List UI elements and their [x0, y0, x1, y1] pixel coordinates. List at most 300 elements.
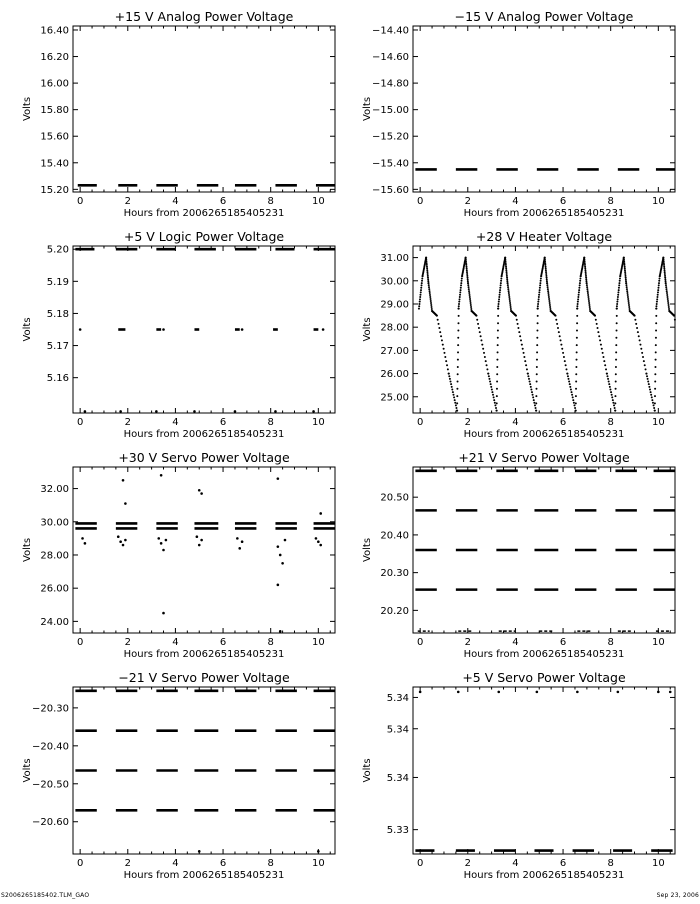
data-point: [491, 391, 493, 393]
data-point: [532, 396, 534, 398]
data-point: [624, 271, 626, 273]
data-point: [571, 391, 573, 393]
data-point: [527, 373, 529, 375]
x-tick-label: 10: [651, 196, 665, 207]
data-point: [469, 296, 471, 298]
chart-title: +5 V Servo Power Voltage: [462, 670, 626, 685]
data-point: [437, 319, 439, 321]
data-point: [425, 257, 427, 259]
chart-1: [22, 9, 335, 219]
x-tick-label: 10: [651, 637, 665, 648]
data-point: [654, 395, 656, 397]
data-point: [655, 351, 657, 353]
data-point: [536, 359, 538, 361]
data-point: [612, 399, 614, 401]
data-point: [427, 280, 429, 282]
data-point: [602, 356, 604, 358]
data-point: [427, 275, 429, 277]
data-point: [605, 368, 607, 370]
data-point: [517, 323, 519, 325]
data-point: [496, 410, 498, 412]
data-point: [122, 544, 125, 547]
data-point: [650, 394, 652, 396]
data-point: [662, 257, 664, 259]
data-point: [674, 319, 676, 321]
data-point: [638, 335, 640, 337]
x-tick-label: 4: [172, 637, 179, 648]
data-point: [198, 850, 201, 853]
data-point: [452, 394, 454, 396]
data-point: [430, 304, 432, 306]
data-point: [614, 410, 616, 412]
data-point: [418, 303, 420, 305]
y-tick-label: 20.20: [380, 605, 409, 617]
plot-frame: [413, 687, 675, 854]
data-point: [624, 269, 626, 271]
data-point: [497, 337, 499, 339]
data-point: [198, 544, 201, 547]
data-point: [615, 359, 617, 361]
data-point: [485, 360, 487, 362]
y-tick-label: 20.40: [380, 530, 409, 542]
data-point: [587, 296, 589, 298]
y-tick-label: 30.00: [380, 276, 409, 288]
data-point: [496, 366, 498, 368]
data-point: [668, 304, 670, 306]
data-point: [521, 344, 523, 346]
data-point: [483, 352, 485, 354]
data-point: [505, 264, 507, 266]
data-point: [480, 339, 482, 341]
x-tick-label: 8: [607, 637, 614, 648]
data-point: [609, 386, 611, 388]
data-point: [430, 300, 432, 302]
y-tick-label: 32.00: [40, 484, 69, 496]
data-point: [627, 300, 629, 302]
data-point: [527, 375, 529, 377]
data-point: [583, 258, 585, 260]
data-point: [584, 268, 586, 270]
data-point: [470, 306, 472, 308]
data-point: [626, 286, 628, 288]
data-point: [430, 302, 432, 304]
y-tick-label: −15.60: [371, 184, 409, 196]
data-point: [576, 322, 578, 324]
data-point: [470, 304, 472, 306]
data-point: [491, 388, 493, 390]
data-point: [499, 291, 501, 293]
data-point: [162, 549, 165, 552]
data-point: [627, 298, 629, 300]
data-point: [655, 329, 657, 331]
data-point: [453, 396, 455, 398]
data-point: [568, 381, 570, 383]
data-point: [468, 292, 470, 294]
data-point: [484, 356, 486, 358]
data-point: [500, 284, 502, 286]
data-point: [601, 348, 603, 350]
data-point: [446, 364, 448, 366]
x-axis-label: Hours from 2006265185405231: [463, 649, 625, 660]
data-point: [497, 308, 499, 310]
data-point: [588, 304, 590, 306]
x-tick-label: 2: [464, 196, 471, 207]
data-point: [575, 388, 577, 390]
data-point: [662, 258, 664, 260]
data-point: [466, 271, 468, 273]
data-point: [429, 294, 431, 296]
data-point: [617, 298, 619, 300]
y-tick-label: 20.30: [380, 568, 409, 580]
chart-title: +30 V Servo Power Voltage: [118, 450, 290, 465]
x-tick-label: 4: [512, 637, 519, 648]
data-point: [634, 315, 636, 317]
data-point: [584, 262, 586, 264]
data-point: [430, 298, 432, 300]
x-tick-label: 2: [124, 417, 131, 428]
data-point: [480, 335, 482, 337]
data-point: [536, 691, 539, 694]
x-tick-label: 8: [607, 196, 614, 207]
data-point: [599, 339, 601, 341]
data-point: [609, 388, 611, 390]
data-point: [637, 331, 639, 333]
data-point: [577, 301, 579, 303]
y-tick-label: 28.00: [380, 322, 409, 334]
plot-frame: [73, 467, 335, 633]
data-point: [124, 539, 127, 542]
data-point: [636, 327, 638, 329]
data-point: [657, 289, 659, 291]
y-tick-label: 15.20: [40, 184, 69, 196]
data-point: [496, 359, 498, 361]
data-point: [418, 305, 420, 307]
data-point: [479, 331, 481, 333]
data-point: [429, 296, 431, 298]
data-point: [666, 290, 668, 292]
data-point: [440, 335, 442, 337]
data-point: [193, 410, 196, 413]
x-tick-label: 2: [464, 858, 471, 869]
data-point: [664, 269, 666, 271]
data-point: [456, 410, 458, 412]
data-point: [196, 535, 199, 538]
data-point: [578, 291, 580, 293]
data-point: [505, 266, 507, 268]
data-point: [468, 286, 470, 288]
data-point: [667, 298, 669, 300]
y-tick-label: −14.40: [371, 25, 409, 37]
data-point: [577, 303, 579, 305]
data-point: [162, 612, 165, 615]
data-point: [315, 537, 318, 540]
x-tick-label: 8: [607, 417, 614, 428]
data-point: [560, 339, 562, 341]
data-point: [579, 284, 581, 286]
data-point: [319, 544, 322, 547]
data-point: [488, 378, 490, 380]
data-point: [438, 323, 440, 325]
data-point: [663, 260, 665, 262]
data-point: [598, 335, 600, 337]
data-point: [241, 328, 244, 331]
data-point: [466, 268, 468, 270]
data-point: [431, 306, 433, 308]
data-point: [465, 266, 467, 268]
data-point: [587, 292, 589, 294]
data-point: [497, 322, 499, 324]
x-tick-label: 2: [464, 637, 471, 648]
y-tick-label: 15.60: [40, 131, 69, 143]
data-point: [457, 337, 459, 339]
data-point: [79, 328, 82, 331]
x-axis-label: Hours from 2006265185405231: [463, 870, 625, 881]
data-point: [659, 277, 661, 279]
data-point: [606, 375, 608, 377]
data-point: [626, 290, 628, 292]
data-point: [465, 262, 467, 264]
data-point: [155, 410, 158, 413]
data-point: [524, 360, 526, 362]
data-point: [419, 296, 421, 298]
data-point: [545, 275, 547, 277]
data-point: [522, 348, 524, 350]
series-points: [419, 691, 672, 694]
data-point: [443, 348, 445, 350]
data-point: [654, 410, 656, 412]
data-point: [421, 282, 423, 284]
data-point: [537, 315, 539, 317]
data-point: [544, 258, 546, 260]
data-point: [604, 364, 606, 366]
chart-4: [362, 229, 676, 440]
data-point: [667, 300, 669, 302]
x-tick-label: 8: [267, 417, 274, 428]
data-point: [500, 282, 502, 284]
data-point: [418, 308, 420, 310]
data-point: [642, 356, 644, 358]
data-point: [507, 284, 509, 286]
data-point: [569, 386, 571, 388]
data-point: [614, 402, 616, 404]
data-point: [546, 282, 548, 284]
data-point: [454, 399, 456, 401]
data-point: [588, 298, 590, 300]
y-tick-label: 15.40: [40, 158, 69, 170]
data-point: [610, 391, 612, 393]
data-point: [535, 410, 537, 412]
data-point: [549, 308, 551, 310]
y-tick-label: −15.00: [371, 105, 409, 117]
data-point: [81, 537, 84, 540]
data-point: [421, 284, 423, 286]
data-point: [516, 319, 518, 321]
data-point: [426, 262, 428, 264]
y-axis-label: Volts: [22, 758, 33, 783]
data-point: [572, 396, 574, 398]
y-axis-label: Volts: [362, 317, 373, 342]
data-point: [468, 288, 470, 290]
data-point: [497, 329, 499, 331]
data-point: [539, 289, 541, 291]
data-point: [584, 266, 586, 268]
data-point: [488, 375, 490, 377]
y-tick-label: −20.50: [31, 779, 69, 791]
data-point: [546, 278, 548, 280]
y-tick-label: 16.00: [40, 78, 69, 90]
data-point: [487, 373, 489, 375]
data-point: [545, 266, 547, 268]
data-point: [557, 327, 559, 329]
data-point: [639, 344, 641, 346]
data-point: [655, 308, 657, 310]
x-tick-label: 6: [559, 196, 567, 207]
data-point: [84, 410, 87, 413]
data-point: [458, 315, 460, 317]
data-point: [500, 280, 502, 282]
data-point: [611, 394, 613, 396]
y-axis-label: Volts: [22, 317, 33, 342]
data-point: [539, 282, 541, 284]
data-point: [559, 335, 561, 337]
data-point: [579, 282, 581, 284]
data-point: [529, 383, 531, 385]
data-point: [117, 535, 120, 538]
y-tick-label: 31.00: [380, 253, 409, 265]
data-point: [572, 399, 574, 401]
data-point: [547, 286, 549, 288]
data-point: [651, 396, 653, 398]
data-point: [515, 315, 517, 317]
y-axis-label: Volts: [362, 758, 373, 783]
data-point: [625, 282, 627, 284]
data-point: [626, 292, 628, 294]
data-point: [506, 271, 508, 273]
data-point: [448, 373, 450, 375]
data-point: [628, 308, 630, 310]
data-point: [617, 691, 620, 694]
data-point: [539, 284, 541, 286]
data-point: [576, 305, 578, 307]
data-point: [576, 329, 578, 331]
data-point: [539, 287, 541, 289]
data-point: [616, 329, 618, 331]
data-point: [587, 294, 589, 296]
data-point: [497, 305, 499, 307]
data-point: [586, 284, 588, 286]
data-point: [548, 296, 550, 298]
y-tick-label: −14.80: [371, 78, 409, 90]
data-point: [575, 395, 577, 397]
data-point: [664, 275, 666, 277]
data-point: [616, 315, 618, 317]
data-point: [497, 691, 500, 694]
data-point: [496, 395, 498, 397]
data-point: [560, 344, 562, 346]
data-point: [497, 351, 499, 353]
data-point: [649, 388, 651, 390]
data-point: [466, 275, 468, 277]
data-point: [506, 273, 508, 275]
data-point: [427, 282, 429, 284]
data-point: [450, 383, 452, 385]
data-point: [595, 319, 597, 321]
data-point: [597, 327, 599, 329]
x-axis-label: Hours from 2006265185405231: [123, 870, 285, 881]
y-tick-label: −14.60: [371, 52, 409, 64]
data-point: [496, 373, 498, 375]
x-tick-label: 0: [76, 196, 84, 207]
data-point: [457, 691, 460, 694]
data-point: [608, 383, 610, 385]
data-point: [429, 292, 431, 294]
data-point: [616, 305, 618, 307]
data-point: [506, 275, 508, 277]
data-point: [654, 388, 656, 390]
data-point: [658, 280, 660, 282]
data-point: [536, 337, 538, 339]
data-point: [634, 319, 636, 321]
data-point: [643, 360, 645, 362]
data-point: [586, 286, 588, 288]
chart-3: [22, 229, 335, 440]
data-point: [545, 268, 547, 270]
data-point: [277, 584, 280, 587]
data-point: [505, 262, 507, 264]
x-tick-label: 4: [172, 417, 179, 428]
data-point: [597, 331, 599, 333]
x-tick-label: 6: [559, 417, 567, 428]
data-point: [623, 262, 625, 264]
plot-frame: [73, 246, 335, 413]
y-tick-label: 5.34: [386, 692, 409, 704]
data-point: [459, 294, 461, 296]
data-point: [498, 301, 500, 303]
data-point: [234, 410, 237, 413]
data-point: [490, 383, 492, 385]
data-point: [427, 277, 429, 279]
y-axis-label: Volts: [22, 537, 33, 563]
data-point: [465, 264, 467, 266]
data-point: [548, 294, 550, 296]
plot-frame: [413, 26, 675, 192]
data-point: [583, 257, 585, 259]
data-point: [499, 294, 501, 296]
data-point: [616, 303, 618, 305]
y-tick-label: −20.60: [31, 817, 69, 829]
data-point: [626, 288, 628, 290]
x-tick-label: 8: [267, 637, 274, 648]
y-axis-label: Volts: [22, 96, 33, 122]
data-point: [450, 381, 452, 383]
data-point: [578, 289, 580, 291]
data-point: [456, 402, 458, 404]
data-point: [507, 286, 509, 288]
y-tick-label: 26.00: [40, 583, 69, 595]
data-point: [461, 277, 463, 279]
data-point: [162, 328, 165, 331]
data-point: [665, 288, 667, 290]
data-point: [663, 268, 665, 270]
data-point: [647, 378, 649, 380]
data-point: [562, 352, 564, 354]
data-point: [668, 308, 670, 310]
data-point: [499, 287, 501, 289]
x-tick-label: 10: [651, 417, 665, 428]
data-point: [665, 282, 667, 284]
data-point: [505, 260, 507, 262]
data-point: [454, 402, 456, 404]
